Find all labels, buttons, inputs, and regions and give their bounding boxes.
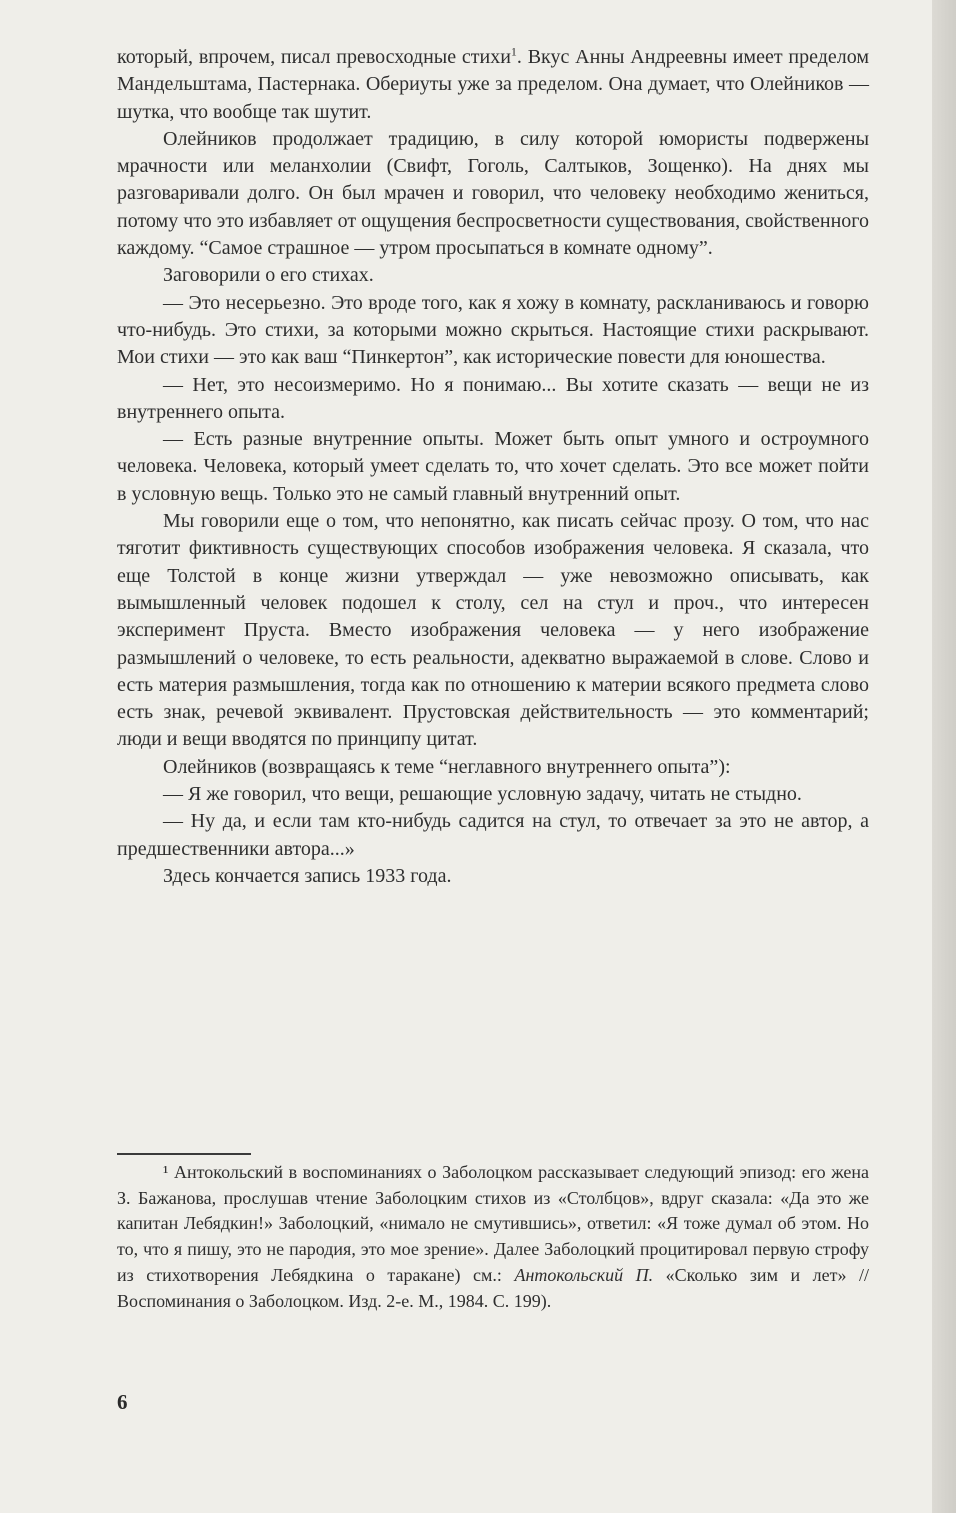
paragraph-6: — Есть разные внутренние опыты. Может быть опыт умного и остроумного человека. Человека, который умеет сделать то, что хочет сделать. Это все может пойти в условную вещь. Только это не самый главный внутренний опыт. [117, 428, 869, 505]
paragraph-8: Олейников (возвращаясь к теме “неглавного внутреннего опыта”): [163, 755, 731, 778]
paragraph-11: Здесь кончается запись 1933 года. [163, 864, 452, 887]
paragraph-5: — Нет, это несоизмеримо. Но я понимаю... Вы хотите сказать — вещи не из внутреннего опыта. [117, 373, 869, 423]
paragraph-9: — Я же говорил, что вещи, решающие условную задачу, читать не стыдно. [163, 783, 802, 806]
paragraph-1-text: который, впрочем, писал превосходные стихи [117, 46, 511, 68]
footnote-ref: 1 [510, 44, 517, 59]
footnote-divider [117, 1153, 251, 1155]
footnote-marker: ¹ [163, 1162, 169, 1182]
paragraph-1 [117, 44, 869, 126]
paragraph-7: Мы говорили еще о том, что непонятно, как писать сейчас прозу. О том, что нас тяготит фиктивность существующих способов изображения человека. Я сказала, что еще Толстой в конце жизни утверждал — уже невозможно описывать, как вымышленный человек подошел к столу, сел на стул и проч., что интересен эксперимент Пруста. Вместо изображения человека — у него изображение размышлений о человеке, то есть реальности, адекватно выражаемой в слове. Слово и есть материя размышления, тогда как по отношению к материи всякого предмета слово есть знак, речевой эквивалент. Прустовская действительность — это комментарий; люди и вещи вводятся по принципу цитат. [117, 510, 869, 751]
paragraph-3: Заговорили о его стихах. [163, 264, 374, 287]
paragraph-10: — Ну да, и если там кто-нибудь садится на стул, то отвечает за это не автор, а предшественники автора...» [117, 810, 869, 860]
footnote-author: Антокольский П. [514, 1264, 654, 1285]
main-text [117, 44, 869, 890]
page-edge [932, 0, 956, 1513]
footnote-text-before: Антокольский в воспоминаниях о Заболоцком рассказывает следующий эпизод: его жена З. Бажанова, прослушав чтение Заболоцким стихов из «Столбцов», вдруг сказала: «Да это же капитан Лебядкин!» Заболоцкий, «нимало не смутившись», ответил: «Я тоже думал об этом. Но то, что я пишу, это не пародия, это мое зрение». Далее Заболоцкий процитировал первую строфу из стихотворения Лебядкина о таракане) см.: [117, 1162, 869, 1285]
paragraph-1-tail: . Вкус Анны Андреевны имеет пределом Мандельштама, Пастернака. Обериуты уже за пределом. Она думает, что Олейников — шутка, что вообще так шутит. [117, 46, 869, 123]
footnote-text-after: «Сколько зим и лет» // Воспоминания о Заболоцком. Изд. 2-е. М., 1984. С. 199). [117, 1264, 869, 1311]
page-number: 6 [117, 1390, 128, 1414]
footnote [117, 1160, 869, 1314]
paragraph-2: Олейников продолжает традицию, в силу которой юмористы подвержены мрачности или меланхолии (Свифт, Гоголь, Салтыков, Зощенко). На днях мы разговаривали долго. Он был мрачен и говорил, что человеку необходимо жениться, потому что это избавляет от ощущения беспросветности существования, свойственного каждому. “Самое страшное — утром просыпаться в комнате одному”. [117, 127, 869, 260]
paragraph-4: — Это несерьезно. Это вроде того, как я хожу в комнату, раскланиваюсь и говорю что-нибудь. Это стихи, за которыми можно скрыться. Настоящие стихи раскрывают. Мои стихи — это как ваш “Пинкертон”, как исторические повести для юношества. [117, 291, 869, 369]
